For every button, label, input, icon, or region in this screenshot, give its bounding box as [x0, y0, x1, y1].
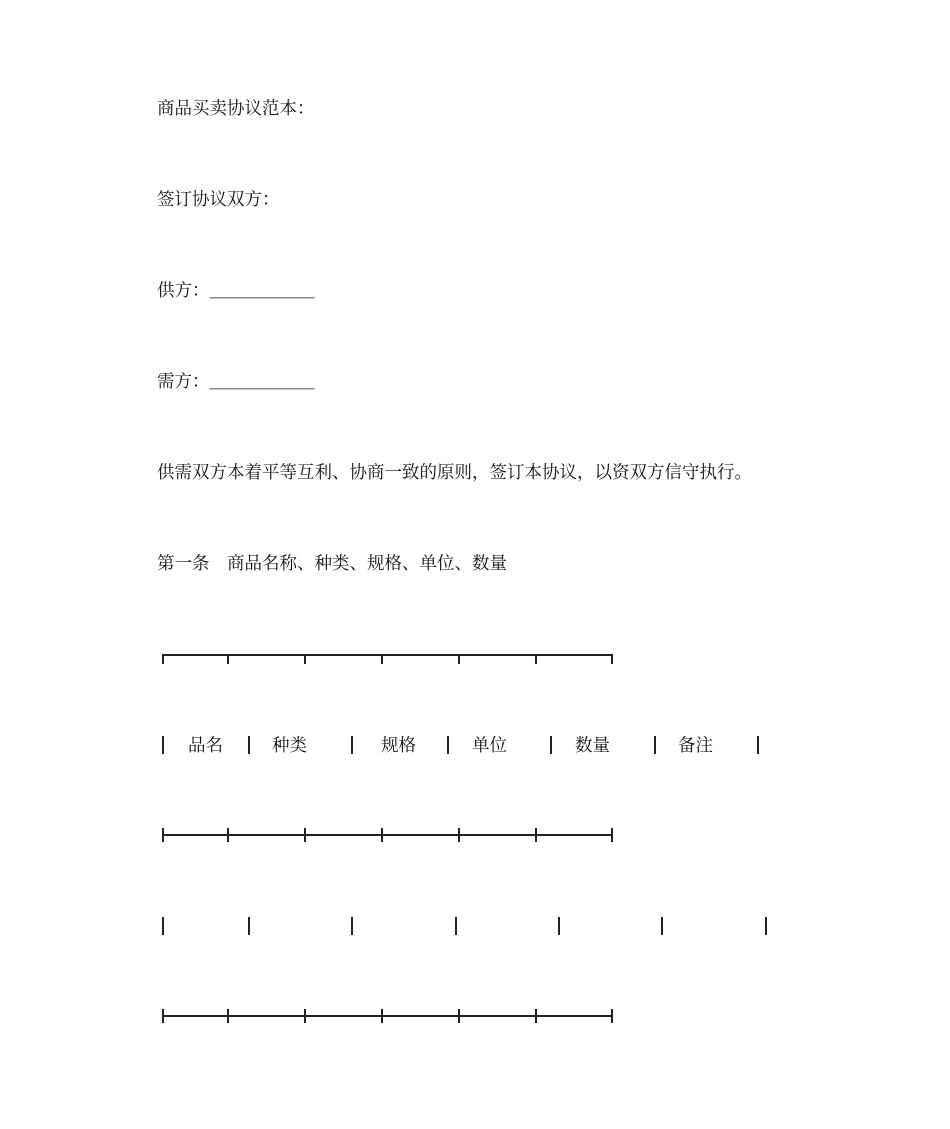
table-row — [0, 916, 950, 938]
table-divider — [351, 917, 353, 935]
table-divider — [351, 736, 353, 754]
table-divider — [661, 917, 663, 935]
table-divider — [550, 736, 552, 754]
header-remarks: 备注 — [678, 736, 713, 756]
article-1-heading: 第一条 商品名称、种类、规格、单位、数量 — [157, 554, 507, 574]
table-divider — [447, 736, 449, 754]
table-divider — [455, 917, 457, 935]
table-top-border — [162, 654, 613, 668]
header-spec: 规格 — [381, 736, 416, 756]
table-divider — [654, 736, 656, 754]
document-title: 商品买卖协议范本： — [157, 99, 315, 119]
table-divider — [162, 736, 164, 754]
table-divider — [757, 736, 759, 754]
table-divider — [558, 917, 560, 935]
table-header-row — [0, 735, 950, 757]
preamble-paragraph: 供需双方本着平等互利、协商一致的原则，签订本协议，以资双方信守执行。 — [157, 463, 752, 483]
header-type: 种类 — [272, 736, 307, 756]
table-divider — [248, 736, 250, 754]
table-separator — [162, 828, 613, 842]
table-divider — [765, 917, 767, 935]
table-separator — [162, 1009, 613, 1023]
table-divider — [248, 917, 250, 935]
buyer-line: 需方：＿＿＿＿＿＿ — [157, 372, 315, 392]
supplier-line: 供方：＿＿＿＿＿＿ — [157, 281, 315, 301]
table-divider — [162, 917, 164, 935]
header-quantity: 数量 — [575, 736, 610, 756]
header-unit: 单位 — [472, 736, 507, 756]
header-product-name: 品名 — [188, 736, 223, 756]
parties-heading: 签订协议双方： — [157, 190, 280, 210]
